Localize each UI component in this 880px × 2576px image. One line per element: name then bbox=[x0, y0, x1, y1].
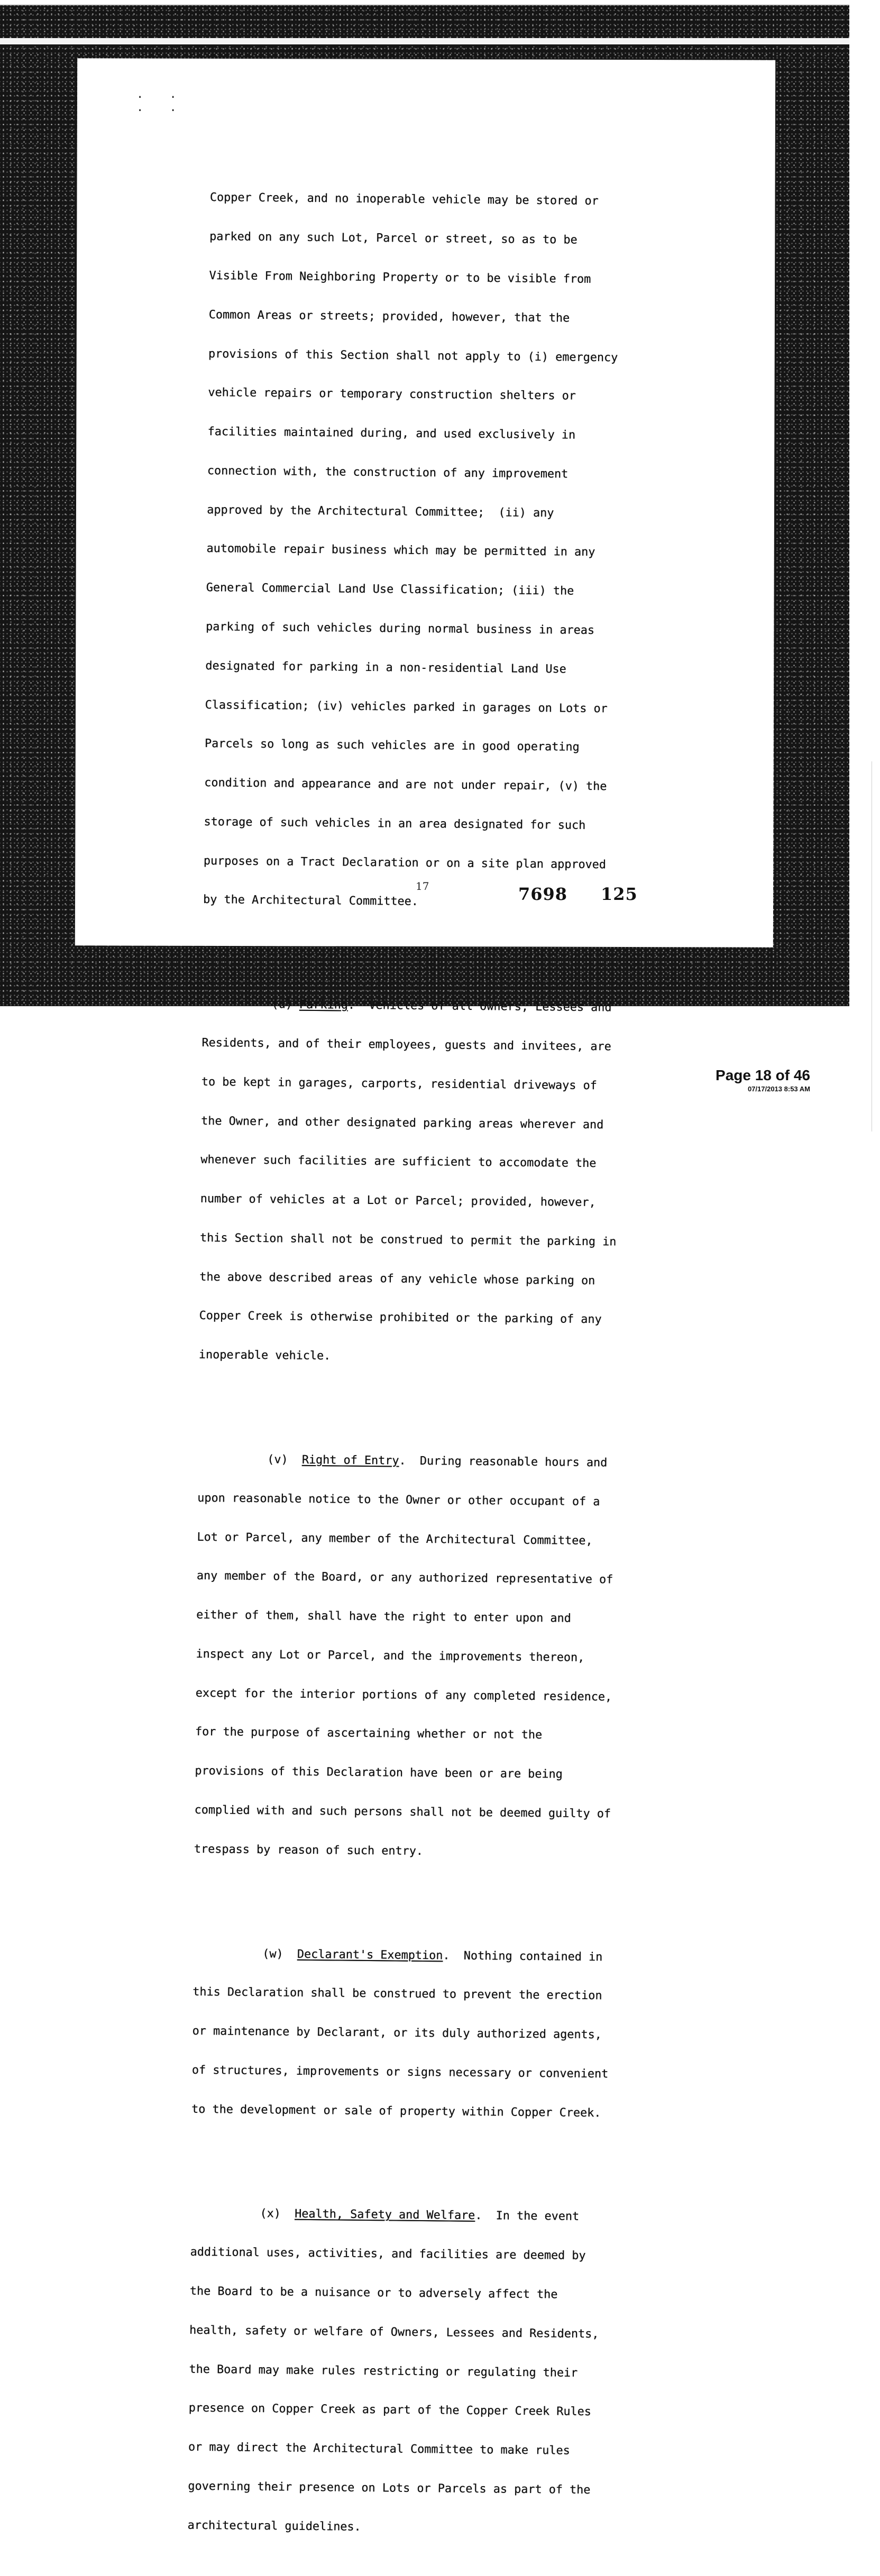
text-line: parked on any such Lot, Parcel or street, so as to be bbox=[209, 230, 578, 247]
text-line: complied with and such persons shall not be deemed guilty of bbox=[194, 1803, 611, 1821]
text-line: to the development or sale of property within Copper Creek. bbox=[191, 2102, 601, 2120]
text-line: the Board to be a nuisance or to adversely affect the bbox=[189, 2284, 558, 2302]
section-first-line: . Vehicles of all Owners, Lessees and bbox=[347, 998, 612, 1015]
text-line: Classification; (iv) vehicles parked in garages on Lots or bbox=[205, 698, 608, 715]
text-line: the Owner, and other designated parking areas wherever and bbox=[201, 1114, 604, 1131]
text-line: this Section shall not be construed to permit the parking in bbox=[199, 1231, 617, 1249]
text-line: governing their presence on Lots or Parcels as part of the bbox=[188, 2479, 591, 2497]
print-timestamp: 07/17/2013 8:53 AM bbox=[747, 1085, 810, 1093]
page-number: 17 bbox=[416, 880, 429, 893]
text-line: storage of such vehicles in an area designated for such bbox=[204, 815, 586, 832]
text-line: by the Architectural Committee. bbox=[203, 893, 419, 909]
section-heading-line bbox=[198, 1453, 680, 1470]
text-line: connection with, the construction of any improvement bbox=[207, 464, 569, 481]
section-prefix: (w) bbox=[192, 1946, 298, 1961]
text-line: provisions of this Declaration have been or are being bbox=[195, 1764, 563, 1781]
section-heading: Declarant's Exemption bbox=[297, 1947, 443, 1962]
text-line: Visible From Neighboring Property or to be visible from bbox=[209, 269, 591, 286]
text-line: presence on Copper Creek as part of the Copper Creek Rules bbox=[188, 2402, 592, 2419]
section-prefix: (v) bbox=[197, 1452, 302, 1467]
text-line: or may direct the Architectural Committee to make rules bbox=[188, 2440, 570, 2458]
section-heading: Parking bbox=[299, 998, 349, 1012]
text-line: facilities maintained during, and used exclusively in bbox=[207, 425, 576, 442]
scan-specks: · · · · bbox=[136, 91, 186, 117]
section-w-declarants-exemption bbox=[191, 1921, 676, 2147]
text-line: this Declaration shall be construed to prevent the erection bbox=[192, 1985, 602, 2003]
text-line: purposes on a Tract Declaration or on a site plan approved bbox=[203, 854, 607, 871]
text-line: designated for parking in a non-residential Land Use bbox=[205, 659, 566, 676]
text-line: Parcels so long as such vehicles are in good operating bbox=[204, 737, 580, 755]
section-prefix: (u) bbox=[202, 997, 300, 1011]
text-line: inspect any Lot or Parcel, and the improvements thereon, bbox=[196, 1647, 585, 1664]
text-line: or maintenance by Declarant, or its duly authorized agents, bbox=[192, 2024, 602, 2042]
text-line: of structures, improvements or signs necessary or convenient bbox=[191, 2063, 609, 2081]
text-line: number of vehicles at a Lot or Parcel; provided, however, bbox=[200, 1192, 596, 1210]
recording-page-stamp: 125 bbox=[601, 884, 638, 904]
section-first-line: . During reasonable hours and bbox=[399, 1454, 608, 1470]
text-line: Copper Creek is otherwise prohibited or the parking of any bbox=[199, 1309, 602, 1327]
section-x-health-safety-welfare bbox=[187, 2181, 673, 2563]
section-heading: Right of Entry bbox=[301, 1453, 399, 1468]
text-line: architectural guidelines. bbox=[187, 2518, 361, 2534]
section-heading-line bbox=[193, 1947, 675, 1964]
text-line: upon reasonable notice to the Owner or other occupant of a bbox=[197, 1491, 600, 1508]
section-v-right-of-entry bbox=[194, 1427, 680, 1887]
recording-book-stamp: 7698 bbox=[518, 884, 568, 904]
document-body bbox=[187, 140, 693, 2576]
section-u-parking bbox=[198, 972, 685, 1393]
section-heading-line bbox=[190, 2207, 673, 2224]
section-heading-line bbox=[202, 998, 684, 1015]
text-line: Lot or Parcel, any member of the Architectural Committee, bbox=[197, 1530, 593, 1548]
section-heading: Health, Safety and Welfare bbox=[295, 2207, 475, 2223]
text-line: condition and appearance and are not under repair, (v) the bbox=[204, 776, 607, 794]
section-first-line: . Nothing contained in bbox=[443, 1948, 603, 1964]
text-line: except for the interior portions of any completed residence, bbox=[195, 1686, 612, 1704]
opening-paragraph bbox=[203, 165, 693, 937]
text-line: additional uses, activities, and facilities are deemed by bbox=[190, 2246, 586, 2263]
text-line: vehicle repairs or temporary construction shelters or bbox=[208, 386, 576, 403]
text-line: for the purpose of ascertaining whether or not the bbox=[195, 1725, 543, 1742]
text-line: automobile repair business which may be permitted in any bbox=[206, 542, 595, 559]
section-first-line: . In the event bbox=[475, 2209, 580, 2224]
text-line: Copper Creek, and no inoperable vehicle may be stored or bbox=[209, 191, 599, 208]
text-line: trespass by reason of such entry. bbox=[194, 1842, 424, 1858]
text-line: whenever such facilities are sufficient to accomodate the bbox=[200, 1153, 597, 1171]
text-line: inoperable vehicle. bbox=[198, 1348, 331, 1363]
text-line: either of them, shall have the right to enter upon and bbox=[196, 1608, 571, 1625]
section-prefix: (x) bbox=[190, 2206, 295, 2221]
text-line: to be kept in garages, carports, residential driveways of bbox=[201, 1075, 597, 1092]
text-line: the Board may make rules restricting or regulating their bbox=[189, 2362, 578, 2380]
text-line: any member of the Board, or any authorized representative of bbox=[196, 1569, 613, 1587]
page-counter: Page 18 of 46 bbox=[716, 1067, 810, 1083]
text-line: provisions of this Section shall not apply to (i) emergency bbox=[208, 347, 618, 364]
text-line: parking of such vehicles during normal business in areas bbox=[206, 620, 595, 637]
text-line: General Commercial Land Use Classification; (iii) the bbox=[206, 581, 574, 598]
scan-top-strip bbox=[0, 38, 849, 44]
text-line: health, safety or welfare of Owners, Lessees and Residents, bbox=[189, 2323, 599, 2341]
text-line: Residents, and of their employees, guests and invitees, are bbox=[201, 1036, 611, 1054]
text-line: approved by the Architectural Committee; (ii) any bbox=[207, 503, 554, 520]
text-line: the above described areas of any vehicle whose parking on bbox=[199, 1270, 595, 1287]
text-line: Common Areas or streets; provided, however, that the bbox=[208, 308, 570, 325]
